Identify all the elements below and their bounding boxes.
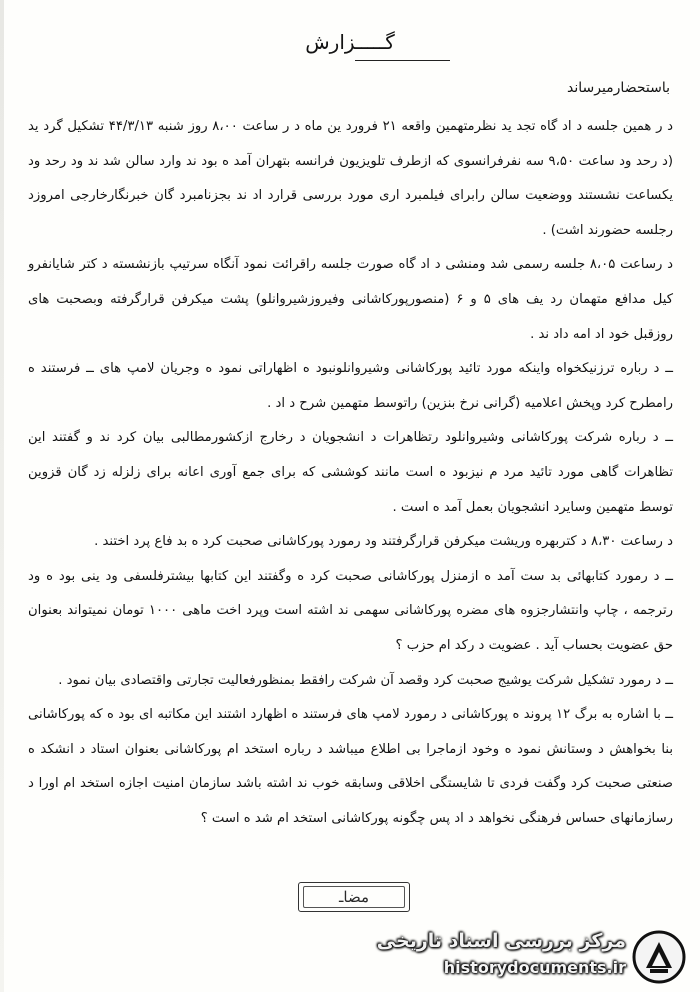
- signature-stamp: [298, 882, 410, 912]
- archive-url: historydocuments.ir: [443, 958, 626, 977]
- greeting-line: باستحضارمیرساند: [566, 80, 670, 96]
- paragraph-3: ــ د رباره ترزنیکخواه واینکه مورد تائید پورکاشانی وشیروانلونبود ه اظهاراتی نمود ه وجریان لامپ های ــ فرستند ه رامطرح کرد وپخش اعلامیه (گرانی نرخ بنزین) راتوسط متهمین شرح د اد .: [28, 361, 673, 411]
- paragraph-4: ــ د رباره شرکت پورکاشانی وشیروانلود رتظاهرات د انشجویان د رخارج ازکشورمطالبی بیان کرد ند و گفتند این تظاهرات گاهی مورد تائید مرد م نیزبود ه است مانند کوششی که برای جمع آوری اعانه برای زلزله زد گان قزوین توسط متهمین وسایرد انشجویان بعمل آمد ه است .: [28, 430, 673, 515]
- paragraph-8: ــ با اشاره به برگ ۱۲ پروند ه پورکاشانی د رمورد لامپ های فرستند ه اظهارد اشتند این مکاتبه ای بود ه که پورکاشانی بنا بخواهش د وستانش نمود ه وخود ازماجرا بی اطلاع میباشد د رباره استخد ام پورکاشانی بعنوان استاد د انشکد ه صنعتی صحبت کرد وگفت فردی تا شایستگی اخلاقی وسابقه خوب ند اشته باشد سازمان امنیت اجازه استخد ام اورا د رسازمانهای حساس فرهنگی نخواهد د اد پس چگونه پورکاشانی استخد ام شد ه است ؟: [28, 707, 673, 826]
- paragraph-7: ــ د رمورد تشکیل شرکت یوشیج صحبت کرد وقصد آن شرکت رافقط بمنظورفعالیت تجارتی واقتصادی بیان نمود .: [58, 672, 673, 688]
- paragraph-2: د رساعت ۸،۰۵ جلسه رسمی شد ومنشی د اد گاه صورت جلسه راقرائت نمود آنگاه سرتیپ بازنشسته د کتر شایانفرو کیل مدافع متهمان رد یف های ۵ و ۶ (منصورپورکاشانی وفیروزشیروانلو) پشت میکرفن قرارگرفته وبصحبت های روزقبل خود اد امه داد ند .: [28, 257, 673, 342]
- archive-watermark: [376, 928, 690, 986]
- document-title: گـــــزارش: [305, 30, 395, 54]
- stamp-text: مضاـ: [339, 888, 370, 906]
- stamp-inner-border: [303, 886, 405, 908]
- report-body: [28, 110, 673, 836]
- paragraph-6: ــ د رمورد کتابهائی بد ست آمد ه ازمنزل پورکاشانی صحبت کرد ه وگفتند این کتابها بیشترفلسفی ود ینی بود ه ود رترجمه ، چاپ وانتشارجزوه های مضره پورکاشانی سهمی ند اشته است وپرد اخت ماهی ۱۰۰۰ تومان نمیتواند بعنوان حق عضویت بحساب آید . عضویت د رکد ام حزب ؟: [28, 568, 673, 653]
- archive-logo-icon: [632, 930, 686, 984]
- paragraph-5: د رساعت ۸،۳۰ د کتربهره وریشت میکرفن قرارگرفتند ود رمورد پورکاشانی صحبت کرد ه بد فاع پرد اختند .: [94, 534, 673, 550]
- scan-edge: [0, 0, 4, 992]
- paragraph-1: د ر همین جلسه د اد گاه تجد ید نظرمتهمین واقعه ۲۱ فرورد ین ماه د ر ساعت ۸،۰۰ روز شنبه ۴۴/۳/۱۳ تشکیل گرد ید (د رحد ود ساعت ۹،۵۰ سه نفرفرانسوی که ازطرف تلویزیون فرانسه بتهران آمد ه بود ند وارد سالن شد ند ود رحد ود یکساعت نشستند ووضعیت سالن رابرای فیلمبرد اری مورد بررسی قرارد اد ند بجزنامبرد گان خبرنگارخارجی امروزد رجلسه حضورند اشت) .: [28, 119, 673, 238]
- archive-name: مرکز بررسی اسناد تاریخی: [376, 930, 626, 952]
- title-underline: [355, 60, 450, 61]
